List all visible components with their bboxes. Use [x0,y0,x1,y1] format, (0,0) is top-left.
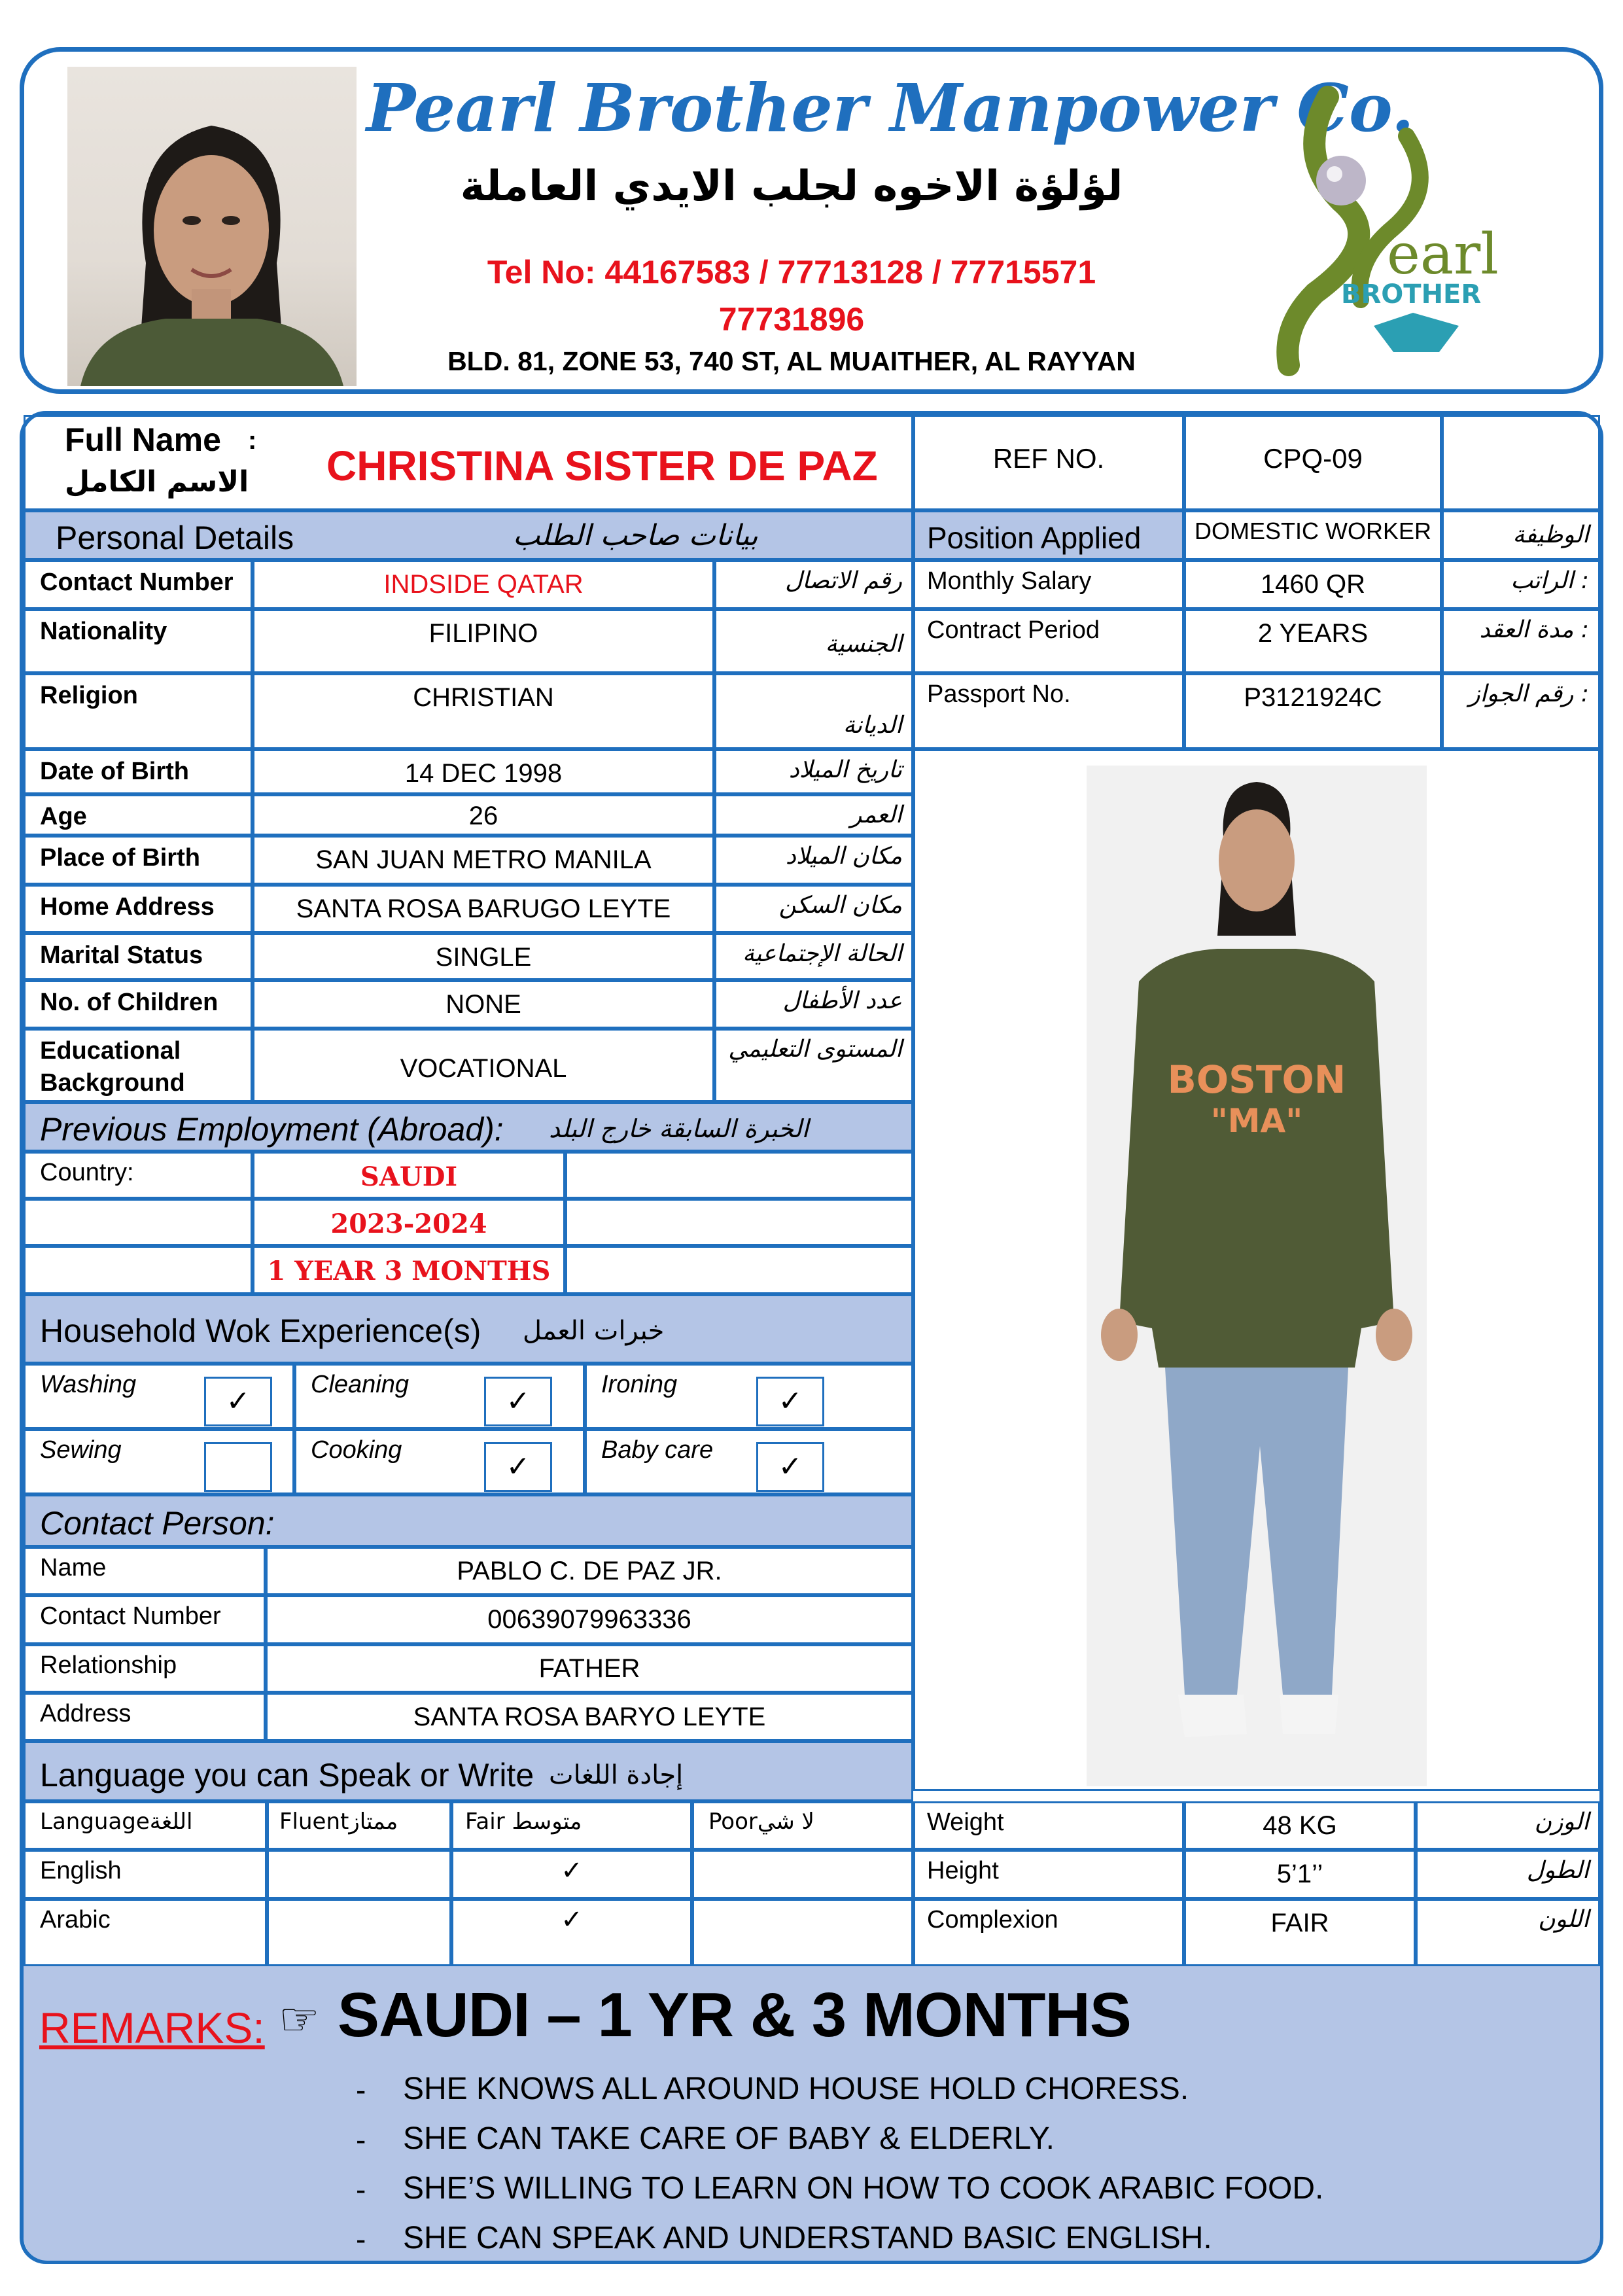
contract-arabic: مدة العقد : [1442,609,1600,673]
label-education [24,1029,253,1102]
passport-label: Passport No. [913,673,1184,749]
value-education: VOCATIONAL [253,1029,714,1102]
value-age: 26 [253,794,714,836]
employment-blank-3 [565,1199,913,1246]
full-name-colon: : [248,426,257,455]
salary-arabic: الراتب : [1442,560,1600,609]
employment-duration: 1 YEAR 3 MONTHS [253,1246,565,1294]
salary-label: Monthly Salary [913,560,1184,609]
value-marital-status: SINGLE [253,933,714,980]
contract-label: Contract Period [913,609,1184,673]
value-children: NONE [253,980,714,1029]
salary-value: 1460 QR [1184,560,1442,609]
contact-relationship-label: Relationship [24,1644,266,1693]
remark-1: SHE KNOWS ALL AROUND HOUSE HOLD CHORESS. [403,2072,1189,2106]
logo-text-top: earl [1387,222,1499,287]
full-name-label: Full Name [65,421,221,458]
remark-2: SHE CAN TAKE CARE OF BABY & ELDERLY. [403,2121,1055,2156]
ref-no-label: REF NO. [913,415,1184,510]
language-title-arabic: إجادة اللغات [549,1760,684,1790]
personal-details-title-arabic: بيانات صاحب الطلب [513,519,758,552]
personal-details-header [24,510,913,560]
skill-cooking-label: Cooking [311,1436,402,1464]
previous-employment-title: Previous Employment (Abroad): [40,1111,504,1148]
personal-details-title: Personal Details [56,520,294,556]
employment-blank-5 [565,1246,913,1294]
phone-number-extra: 77731896 [718,301,865,338]
pointing-hand-icon: ☞ [279,1992,320,2046]
arabic-date-of-birth: تاريخ الميلاد [714,749,913,794]
checkbox-sewing[interactable] [204,1442,272,1492]
label-education-line1: Educational [40,1037,181,1065]
employment-blank-2 [24,1199,253,1246]
complexion-label: Complexion [913,1899,1184,1966]
employment-blank-1 [565,1152,913,1199]
label-nationality: Nationality [24,609,253,673]
household-experience-title: Household Wok Experience(s) [40,1313,481,1349]
position-applied-value: DOMESTIC WORKER [1184,510,1442,560]
value-place-of-birth: SAN JUAN METRO MANILA [253,836,714,885]
contact-name-label: Name [24,1547,266,1595]
skill-sewing-label: Sewing [40,1436,122,1464]
lang-col-language: Languageاللغة [24,1801,267,1850]
lang-arabic-poor [692,1899,913,1966]
height-label: Height [913,1850,1184,1899]
shirt-text: BOSTON [1167,1057,1346,1102]
label-education-line2: Background [40,1069,185,1097]
phone-numbers: Tel No: 44167583 / 77713128 / 77715571 [487,254,1096,291]
skill-cleaning-label: Cleaning [311,1371,409,1398]
lang-english-fair: ✓ [451,1850,692,1899]
checkbox-baby-care[interactable]: ✓ [756,1442,824,1492]
contact-name-value: PABLO C. DE PAZ JR. [266,1547,913,1595]
lang-arabic: Arabic [24,1899,267,1966]
lang-arabic-fluent [267,1899,451,1966]
checkbox-cooking[interactable]: ✓ [484,1442,552,1492]
full-name-value: CHRISTINA SISTER DE PAZ [326,442,878,489]
lang-col-poor: Poorلا شي [692,1801,913,1850]
arabic-home-address: مكان السكن [714,885,913,933]
position-applied-title: Position Applied [927,521,1142,555]
company-name-arabic: لؤلؤة الاخوه لجلب الايدي العاملة [460,162,1123,211]
complexion-arabic: اللون [1416,1899,1600,1966]
lang-english-fluent [267,1850,451,1899]
language-header [24,1741,913,1801]
label-children: No. of Children [24,980,253,1029]
label-religion: Religion [24,673,253,749]
position-applied-label [913,510,1184,560]
country-value: SAUDI [253,1152,565,1199]
arabic-contact-number: رقم الاتصال [714,560,913,609]
ref-no-extra [1442,415,1600,510]
arabic-children: عدد الأطفال [714,980,913,1029]
arabic-marital-status: الحالة الإجتماعية [714,933,913,980]
bullet-1: - [356,2073,366,2107]
remarks-label: REMARKS: [39,2004,265,2052]
logo-text-bottom: BROTHER [1341,279,1482,309]
lang-col-fluent: Fluentممتاز [267,1801,451,1850]
contact-address-label: Address [24,1693,266,1741]
company-name: Pearl Brother Manpower Co. [366,69,1414,147]
contact-person-title: Contact Person: [40,1505,275,1542]
height-value: 5’1’’ [1184,1850,1416,1899]
language-title: Language you can Speak or Write [40,1757,534,1793]
contact-number-value: 00639079963336 [266,1595,913,1644]
label-marital-status: Marital Status [24,933,253,980]
previous-employment-header [24,1102,913,1152]
full-name-row [24,415,913,510]
lang-english: English [24,1850,267,1899]
pearl-brother-logo [1243,77,1544,378]
bullet-2: - [356,2123,366,2157]
full-body-photo-frame [913,749,1600,1791]
position-applied-arabic: الوظيفة [1442,510,1600,560]
skill-baby-care-label: Baby care [601,1436,714,1464]
remarks-section [24,1966,1600,2261]
passport-value: P3121924C [1184,673,1442,749]
lang-arabic-fair: ✓ [451,1899,692,1966]
household-experience-title-arabic: خبرات العمل [523,1316,665,1346]
label-place-of-birth: Place of Birth [24,836,253,885]
skill-washing-label: Washing [40,1371,137,1398]
value-date-of-birth: 14 DEC 1998 [253,749,714,794]
remark-4: SHE CAN SPEAK AND UNDERSTAND BASIC ENGLISH. [403,2221,1212,2255]
ref-no-value: CPQ-09 [1184,415,1442,510]
arabic-age: العمر [714,794,913,836]
passport-arabic: رقم الجواز : [1442,673,1600,749]
label-home-address: Home Address [24,885,253,933]
remark-3: SHE’S WILLING TO LEARN ON HOW TO COOK ARABIC FOOD. [403,2171,1324,2206]
value-contact-number: INDSIDE QATAR [253,560,714,609]
company-address: BLD. 81, ZONE 53, 740 ST, AL MUAITHER, AL RAYYAN [447,346,1136,376]
label-age: Age [24,794,253,836]
weight-label: Weight [913,1801,1184,1850]
label-date-of-birth: Date of Birth [24,749,253,794]
previous-employment-title-arabic: الخبرة السابقة خارج البلد [549,1114,809,1143]
skill-baby-care [585,1429,913,1494]
height-arabic: الطول [1416,1850,1600,1899]
skill-ironing [585,1364,913,1429]
contact-relationship-value: FATHER [266,1644,913,1693]
complexion-value: FAIR [1184,1899,1416,1966]
value-nationality: FILIPINO [253,609,714,673]
contact-address-value: SANTA ROSA BARYO LEYTE [266,1693,913,1741]
household-experience-header [24,1294,913,1364]
lang-col-fair: Fair متوسط [451,1801,692,1850]
value-home-address: SANTA ROSA BARUGO LEYTE [253,885,714,933]
checkbox-washing[interactable]: ✓ [204,1377,272,1426]
bullet-3: - [356,2172,366,2206]
bullet-4: - [356,2222,366,2256]
remarks-headline: SAUDI – 1 YR & 3 MONTHS [338,1980,1131,2050]
country-label: Country: [24,1152,253,1199]
checkbox-ironing[interactable]: ✓ [756,1377,824,1426]
employment-blank-4 [24,1246,253,1294]
checkbox-cleaning[interactable]: ✓ [484,1377,552,1426]
contract-value: 2 YEARS [1184,609,1442,673]
employment-period: 2023-2024 [253,1199,565,1246]
applicant-portrait-photo [67,67,357,386]
arabic-place-of-birth: مكان الميلاد [714,836,913,885]
arabic-nationality: الجنسية [714,609,913,673]
weight-arabic: الوزن [1416,1801,1600,1850]
value-religion: CHRISTIAN [253,673,714,749]
full-body-photo [1087,766,1427,1786]
skill-ironing-label: Ironing [601,1371,678,1398]
full-name-label-arabic: الاسم الكامل [65,465,249,499]
label-contact-number: Contact Number [24,560,253,609]
contact-number-label: Contact Number [24,1595,266,1644]
contact-person-header [24,1494,913,1547]
lang-english-poor [692,1850,913,1899]
shirt-text-2: "MA" [1210,1102,1303,1140]
arabic-religion: الديانة [714,673,913,749]
weight-value: 48 KG [1184,1801,1416,1850]
arabic-education: المستوى التعليمي [714,1029,913,1102]
